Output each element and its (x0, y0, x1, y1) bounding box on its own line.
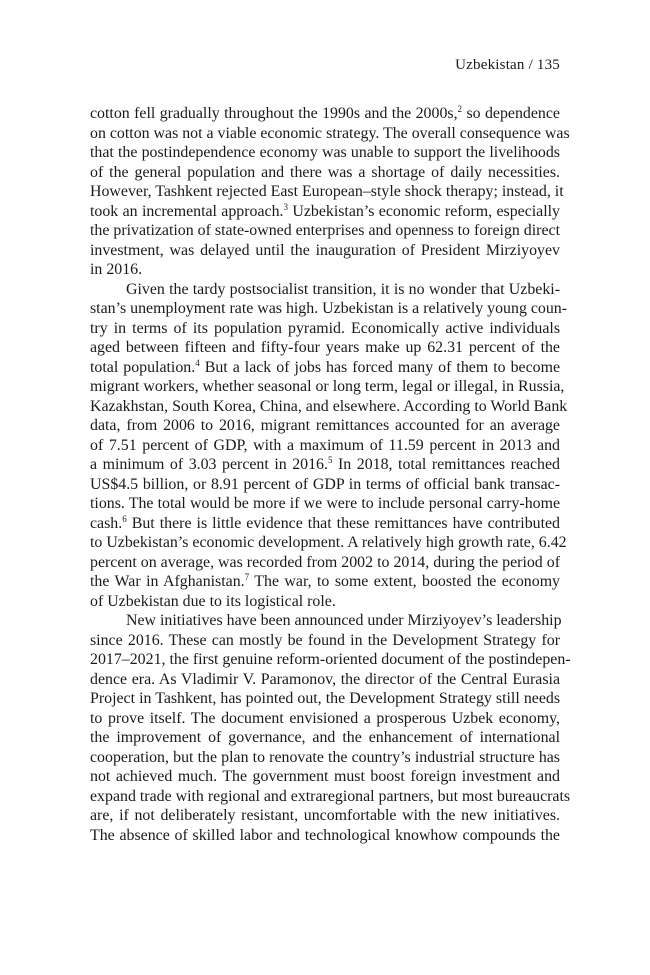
text-line: Given the tardy postsocialist transition, it is no wonder that Uzbeki- (126, 280, 560, 298)
footnote-marker[interactable]: 4 (195, 357, 200, 368)
running-head: Uzbekistan / 135 (455, 57, 560, 73)
text-line: on cotton was not a viable economic strategy. The overall consequence was (90, 124, 570, 142)
text-line: cash.$^6$ But there is little evidence that these remittances have contributed (90, 513, 560, 532)
text-line: are, if not deliberately resistant, uncomfortable with the new initiatives. (90, 807, 560, 824)
text-line: dence era. As Vladimir V. Paramonov, the director of the Central Eurasia (90, 670, 560, 688)
text-line: try in terms of its population pyramid. Economically active individuals (90, 319, 560, 337)
text-line: 2017–2021, the first genuine reform-oriented document of the postindepen- (90, 651, 571, 668)
text-line: The absence of skilled labor and technological knowhow compounds the (90, 826, 560, 844)
text-line: US$4.5 billion, or 8.91 percent of GDP in terms of official bank transac- (90, 475, 560, 493)
text-line: a minimum of 3.03 percent in 2016.$^5$ In 2018, total remittances reached (90, 455, 560, 473)
text-line: the privatization of state-owned enterprises and openness to foreign direct (90, 222, 560, 239)
text-line: migrant workers, whether seasonal or long term, legal or illegal, in Russia, (90, 378, 565, 395)
text-line: expand trade with regional and extraregional partners, but most bureaucrats (90, 787, 571, 805)
text-line: Kazakhstan, South Korea, China, and elsewhere. According to World Bank (90, 397, 568, 415)
text-line: cotton fell gradually throughout the 1990s and the 2000s,$^2$ so dependence (90, 104, 560, 122)
text-line: to prove itself. The document envisioned a prosperous Uzbek economy, (90, 709, 560, 727)
text-line: investment, was delayed until the inauguration of President Mirziyoyev (90, 241, 560, 259)
text-line: took an incremental approach.$^3$ Uzbekistan’s economic reform, especially (90, 201, 561, 220)
text-line: in 2016. (90, 261, 143, 278)
footnote-marker[interactable]: 6 (122, 513, 127, 524)
text-line: data, from 2006 to 2016, migrant remittances accounted for an average (90, 417, 560, 434)
text-line: tions. The total would be more if we were to include personal carry-home (90, 495, 560, 512)
text-line: stan’s unemployment rate was high. Uzbekistan is a relatively young coun- (90, 300, 568, 317)
body-text (90, 104, 571, 845)
text-line: cooperation, but the plan to renovate the country’s industrial structure has (90, 748, 560, 766)
footnote-marker[interactable]: 2 (457, 104, 463, 114)
text-line: to Uzbekistan’s economic development. A relatively high growth rate, 6.42 (90, 534, 567, 551)
footnote-marker[interactable]: 3 (283, 201, 289, 212)
text-line: of 7.51 percent of GDP, with a maximum of 11.59 percent in 2013 and (90, 436, 560, 454)
text-line: aged between fifteen and fifty-four years make up 62.31 percent of the (90, 339, 560, 356)
text-line: total population.$^4$ But a lack of jobs has forced many of them to become (90, 357, 560, 376)
text-line: percent on average, was recorded from 2002 to 2014, during the period of (90, 553, 560, 571)
text-line: the improvement of governance, and the enhancement of international (90, 729, 560, 746)
text-line: the War in Afghanistan.$^7$ The war, to some extent, boosted the economy (90, 572, 560, 590)
footnote-marker[interactable]: 7 (244, 572, 250, 582)
footnote-marker[interactable]: 5 (327, 455, 333, 465)
text-line: New initiatives have been announced under Mirziyoyev’s leadership (126, 612, 562, 629)
text-line: of Uzbekistan due to its logistical role. (90, 592, 336, 610)
text-line: However, Tashkent rejected East European–style shock therapy; instead, it (90, 183, 564, 200)
text-line: since 2016. These can mostly be found in the Development Strategy for (90, 631, 560, 649)
text-line: Project in Tashkent, has pointed out, the Development Strategy still needs (90, 690, 560, 707)
text-line: that the postindependence economy was unable to support the livelihoods (90, 144, 560, 161)
text-line: not achieved much. The government must boost foreign investment and (90, 768, 560, 785)
text-line: of the general population and there was a shortage of daily necessities. (90, 163, 560, 181)
